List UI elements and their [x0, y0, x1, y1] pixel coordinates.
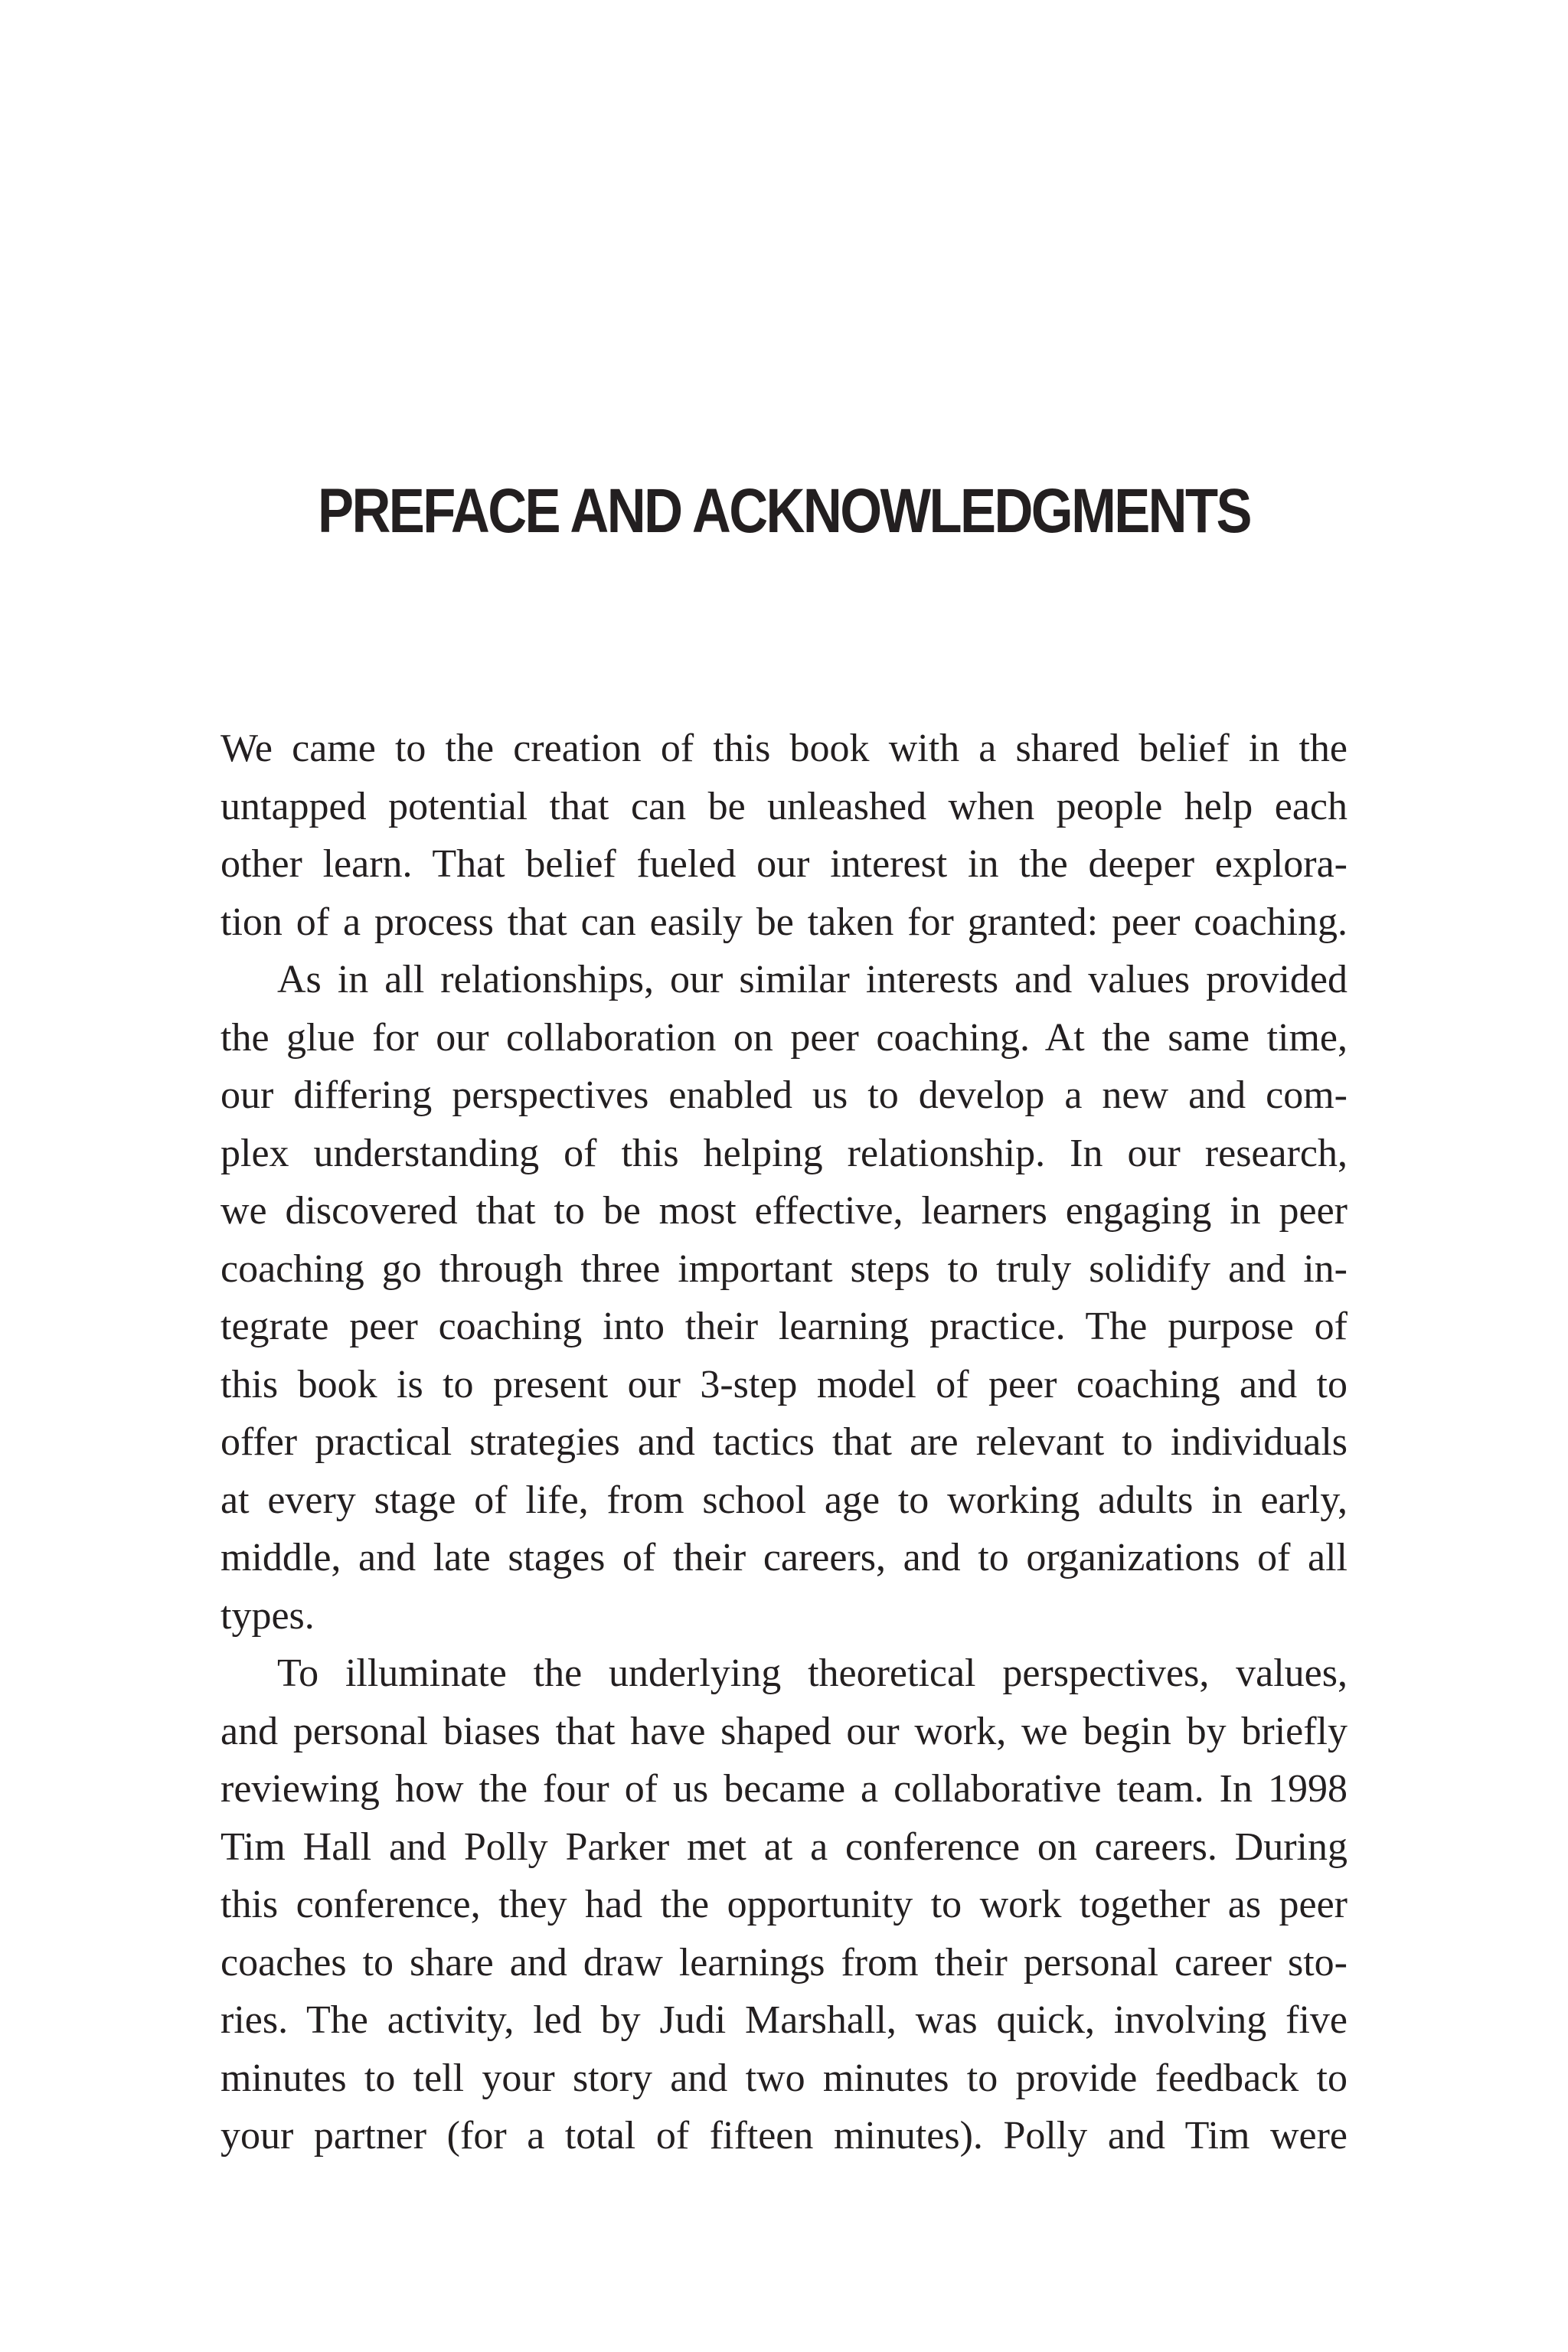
text-line: we discovered that to be most effective, learners engaging in peer — [220, 1189, 1348, 1233]
text-line: plex understanding of this helping relationship. In our research, — [220, 1131, 1348, 1175]
text-line: this book is to present our 3-step model of peer coaching and to — [220, 1362, 1348, 1406]
text-line: untapped potential that can be unleashed when people help each — [220, 784, 1348, 828]
text-line: types. — [220, 1593, 315, 1638]
text-line: your partner (for a total of fifteen minutes). Polly and Tim were — [220, 2114, 1348, 2158]
text-line: We came to the creation of this book with a shared belief in the — [220, 727, 1348, 770]
text-line: ries. The activity, led by Judi Marshall, was quick, involving five — [220, 1998, 1348, 2042]
body-text — [220, 720, 1348, 2165]
text-line: offer practical strategies and tactics that are relevant to individuals — [220, 1420, 1348, 1464]
text-line: coaches to share and draw learnings from their personal career sto- — [220, 1940, 1348, 1984]
text-line: the glue for our collaboration on peer coaching. At the same time, — [220, 1015, 1348, 1060]
text-line: Tim Hall and Polly Parker met at a conference on careers. During — [220, 1824, 1348, 1869]
text-line: middle, and late stages of their careers, and to organizations of all — [220, 1536, 1348, 1579]
text-line: and personal biases that have shaped our work, we begin by briefly — [220, 1709, 1348, 1753]
text-line: minutes to tell your story and two minutes to provide feedback to — [220, 2056, 1348, 2100]
text-line: our differing perspectives enabled us to develop a new and com- — [220, 1073, 1348, 1117]
text-line: other learn. That belief fueled our interest in the deeper explora- — [220, 842, 1348, 886]
text-line: As in all relationships, our similar interests and values provided — [277, 958, 1348, 1001]
text-line: To illuminate the underlying theoretical perspectives, values, — [277, 1651, 1348, 1695]
text-line: coaching go through three important steps to truly solidify and in- — [220, 1246, 1348, 1291]
text-line: tion of a process that can easily be taken for granted: peer coaching. — [220, 900, 1348, 944]
text-line: this conference, they had the opportunity to work together as peer — [220, 1883, 1348, 1926]
text-line: reviewing how the four of us became a collaborative team. In 1998 — [220, 1767, 1348, 1811]
text-line: at every stage of life, from school age to working adults in early, — [220, 1478, 1348, 1522]
text-line: tegrate peer coaching into their learning practice. The purpose of — [220, 1305, 1348, 1348]
chapter-title: PREFACE AND ACKNOWLEDGMENTS — [317, 476, 1250, 546]
